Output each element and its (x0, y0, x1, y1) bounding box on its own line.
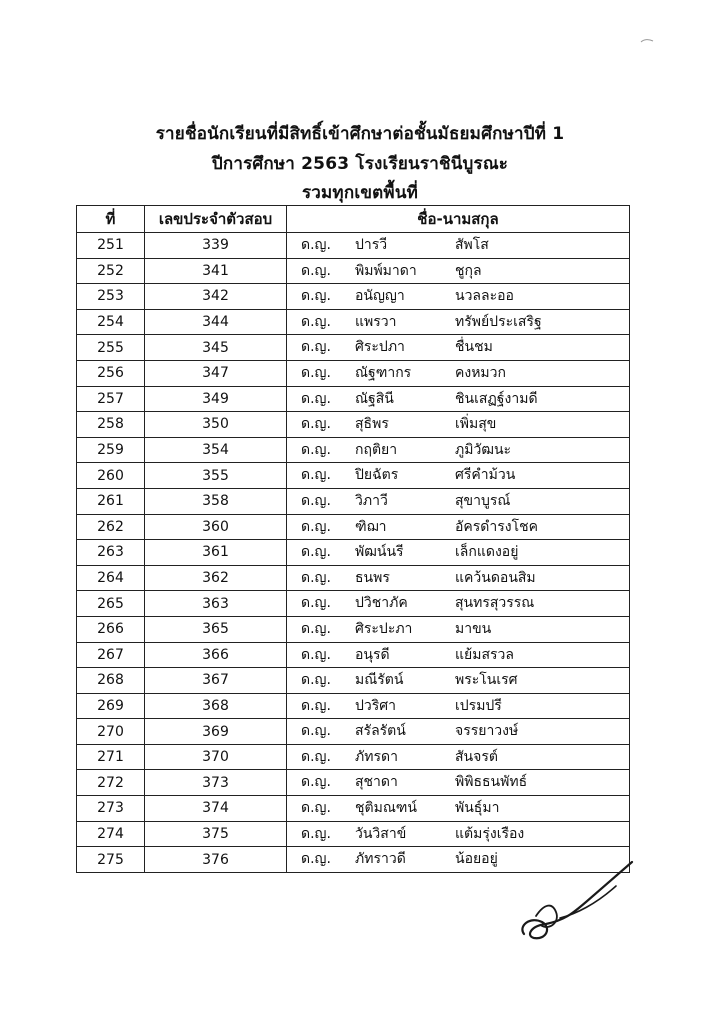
table-row (77, 719, 630, 745)
scan-speck (640, 38, 654, 44)
last-name: ทรัพย์ประเสริฐ (455, 313, 542, 330)
table-row (77, 821, 630, 847)
student-name-cell (287, 719, 630, 745)
table-row (77, 796, 630, 822)
student-name-cell (287, 642, 630, 668)
exam-id: 344 (145, 309, 287, 335)
table-row (77, 770, 630, 796)
name-prefix: ด.ญ. (301, 825, 331, 842)
first-name: พัฒน์นรี (355, 544, 404, 561)
last-name: อัครดำรงโชค (455, 518, 538, 535)
exam-id: 373 (145, 770, 287, 796)
last-name: พิพิธธนพัทธ์ (455, 774, 528, 791)
table-row (77, 591, 630, 617)
document-subtitle-area: รวมทุกเขตพื้นที่ (301, 183, 419, 203)
row-number: 270 (77, 719, 145, 745)
table-row (77, 565, 630, 591)
row-number: 266 (77, 616, 145, 642)
first-name: ภัทรดา (355, 748, 398, 765)
student-name-cell (287, 693, 630, 719)
last-name: สัพโส (455, 237, 489, 253)
last-name: ชื่นชม (455, 339, 493, 356)
first-name: ปารวี (355, 237, 388, 253)
first-name: แพรวา (355, 313, 397, 330)
document-title: รายชื่อนักเรียนที่มีสิทธิ์เข้าศึกษาต่อชั้นมัธยมศึกษาปีที่ 1 (155, 124, 565, 144)
student-name-cell (287, 386, 630, 412)
student-name-cell (287, 591, 630, 617)
name-prefix: ด.ญ. (301, 672, 331, 689)
first-name: ภัทราวดี (355, 851, 406, 868)
table-row (77, 360, 630, 386)
first-name: ปิยฉัตร (355, 467, 399, 484)
student-name-cell (287, 258, 630, 284)
first-name: ธนพร (355, 569, 390, 586)
name-prefix: ด.ญ. (301, 748, 331, 765)
row-number: 272 (77, 770, 145, 796)
row-number: 271 (77, 744, 145, 770)
row-number: 251 (77, 233, 145, 259)
first-name: ชุติมณฑน์ (355, 800, 418, 817)
table-row (77, 616, 630, 642)
table-row (77, 284, 630, 310)
exam-id: 347 (145, 360, 287, 386)
last-name: แต้มรุ่งเรือง (455, 825, 525, 842)
first-name: สรัลรัตน์ (355, 723, 406, 740)
first-name: สุธิพร (355, 416, 389, 433)
name-prefix: ด.ญ. (301, 620, 331, 637)
table-row (77, 412, 630, 438)
student-name-cell (287, 514, 630, 540)
first-name: ปวริศา (355, 697, 397, 714)
last-name: สุขาบูรณ์ (455, 492, 511, 509)
exam-id: 368 (145, 693, 287, 719)
name-prefix: ด.ญ. (301, 237, 331, 253)
row-number: 265 (77, 591, 145, 617)
handwritten-signature (516, 856, 636, 946)
header-full-name: ชื่อ-นามสกุล (287, 206, 630, 233)
table-row (77, 488, 630, 514)
last-name: พระโนเรศ (455, 672, 518, 689)
last-name: แคว้นดอนสิม (455, 569, 536, 586)
exam-id: 355 (145, 463, 287, 489)
student-name-cell (287, 412, 630, 438)
name-prefix: ด.ญ. (301, 467, 331, 484)
exam-id: 361 (145, 540, 287, 566)
exam-id: 360 (145, 514, 287, 540)
exam-id: 374 (145, 796, 287, 822)
row-number: 261 (77, 488, 145, 514)
exam-id: 350 (145, 412, 287, 438)
last-name: ภูมิวัฒนะ (455, 441, 512, 458)
table-row (77, 642, 630, 668)
table-row (77, 744, 630, 770)
row-number: 262 (77, 514, 145, 540)
name-prefix: ด.ญ. (301, 569, 331, 586)
row-number: 254 (77, 309, 145, 335)
row-number: 273 (77, 796, 145, 822)
name-prefix: ด.ญ. (301, 774, 331, 791)
first-name: ศิระปภา (355, 339, 405, 356)
exam-id: 375 (145, 821, 287, 847)
student-name-cell (287, 233, 630, 259)
last-name: เล็กแดงอยู่ (455, 544, 519, 561)
student-roster-table (76, 205, 630, 873)
student-name-cell (287, 744, 630, 770)
first-name: ฑิฌา (355, 518, 387, 535)
last-name: สันจรต์ (455, 748, 498, 765)
last-name: สุนทรสุวรรณ (455, 595, 535, 612)
table-row (77, 437, 630, 463)
exam-id: 365 (145, 616, 287, 642)
row-number: 252 (77, 258, 145, 284)
name-prefix: ด.ญ. (301, 288, 331, 305)
last-name: เพิ่มสุข (455, 416, 497, 433)
exam-id: 354 (145, 437, 287, 463)
first-name: อนัญญา (355, 288, 405, 305)
row-number: 275 (77, 847, 145, 873)
exam-id: 341 (145, 258, 287, 284)
name-prefix: ด.ญ. (301, 851, 331, 868)
header-no: ที่ (77, 206, 145, 233)
last-name: ชูกุล (455, 262, 482, 279)
student-name-cell (287, 488, 630, 514)
name-prefix: ด.ญ. (301, 492, 331, 509)
student-name-cell (287, 360, 630, 386)
name-prefix: ด.ญ. (301, 723, 331, 740)
row-number: 260 (77, 463, 145, 489)
student-name-cell (287, 770, 630, 796)
last-name: เปรมปรี (455, 697, 502, 714)
table-row (77, 386, 630, 412)
student-name-cell (287, 821, 630, 847)
name-prefix: ด.ญ. (301, 441, 331, 458)
table-row (77, 668, 630, 694)
row-number: 274 (77, 821, 145, 847)
table-row (77, 335, 630, 361)
first-name: ณัฐสินี (355, 390, 394, 407)
table-body (77, 233, 630, 873)
last-name: ศรีคำม้วน (455, 467, 516, 484)
row-number: 256 (77, 360, 145, 386)
first-name: ณัฐฑากร (355, 364, 412, 381)
student-name-cell (287, 463, 630, 489)
exam-id: 363 (145, 591, 287, 617)
exam-id: 345 (145, 335, 287, 361)
student-name-cell (287, 540, 630, 566)
first-name: มณีรัตน์ (355, 672, 404, 689)
first-name: สุชาดา (355, 774, 398, 791)
name-prefix: ด.ญ. (301, 646, 331, 663)
table-row (77, 514, 630, 540)
last-name: น้อยอยู่ (455, 851, 498, 868)
table-row (77, 693, 630, 719)
name-prefix: ด.ญ. (301, 364, 331, 381)
name-prefix: ด.ญ. (301, 262, 331, 279)
header-exam-id: เลขประจำตัวสอบ (145, 206, 287, 233)
table-row (77, 463, 630, 489)
table-row (77, 233, 630, 259)
exam-id: 370 (145, 744, 287, 770)
table-row (77, 540, 630, 566)
name-prefix: ด.ญ. (301, 339, 331, 356)
first-name: วันวิสาข์ (355, 825, 407, 842)
student-name-cell (287, 668, 630, 694)
last-name: ชินเสฏฐ์งามดี (455, 390, 538, 407)
exam-id: 366 (145, 642, 287, 668)
name-prefix: ด.ญ. (301, 595, 331, 612)
student-name-cell (287, 616, 630, 642)
row-number: 269 (77, 693, 145, 719)
row-number: 259 (77, 437, 145, 463)
name-prefix: ด.ญ. (301, 518, 331, 535)
name-prefix: ด.ญ. (301, 697, 331, 714)
exam-id: 342 (145, 284, 287, 310)
first-name: พิมพ์มาดา (355, 262, 417, 279)
row-number: 263 (77, 540, 145, 566)
first-name: กฤติยา (355, 441, 398, 458)
row-number: 257 (77, 386, 145, 412)
name-prefix: ด.ญ. (301, 313, 331, 330)
row-number: 264 (77, 565, 145, 591)
table-header-row (77, 206, 630, 233)
row-number: 268 (77, 668, 145, 694)
table-row (77, 309, 630, 335)
student-name-cell (287, 309, 630, 335)
exam-id: 367 (145, 668, 287, 694)
last-name: คงหมวก (455, 364, 506, 381)
name-prefix: ด.ญ. (301, 800, 331, 817)
first-name: ปวิชาภัค (355, 595, 408, 612)
student-name-cell (287, 437, 630, 463)
exam-id: 349 (145, 386, 287, 412)
last-name: มาขน (455, 620, 492, 637)
exam-id: 362 (145, 565, 287, 591)
student-name-cell (287, 565, 630, 591)
row-number: 253 (77, 284, 145, 310)
last-name: นวลละออ (455, 288, 514, 305)
last-name: จรรยาวงษ์ (455, 723, 519, 740)
row-number: 258 (77, 412, 145, 438)
exam-id: 339 (145, 233, 287, 259)
name-prefix: ด.ญ. (301, 390, 331, 407)
document-subtitle-year-school: ปีการศึกษา 2563 โรงเรียนราชินีบูรณะ (211, 154, 509, 174)
student-name-cell (287, 284, 630, 310)
first-name: ศิระปะภา (355, 620, 413, 637)
student-name-cell (287, 796, 630, 822)
exam-id: 358 (145, 488, 287, 514)
name-prefix: ด.ญ. (301, 416, 331, 433)
student-name-cell (287, 335, 630, 361)
row-number: 267 (77, 642, 145, 668)
exam-id: 369 (145, 719, 287, 745)
exam-id: 376 (145, 847, 287, 873)
last-name: พันธุ์มา (455, 800, 500, 817)
name-prefix: ด.ญ. (301, 544, 331, 561)
table-row (77, 258, 630, 284)
first-name: วิภาวี (355, 492, 388, 509)
row-number: 255 (77, 335, 145, 361)
last-name: แย้มสรวล (455, 646, 514, 663)
first-name: อนุรดี (355, 646, 390, 663)
